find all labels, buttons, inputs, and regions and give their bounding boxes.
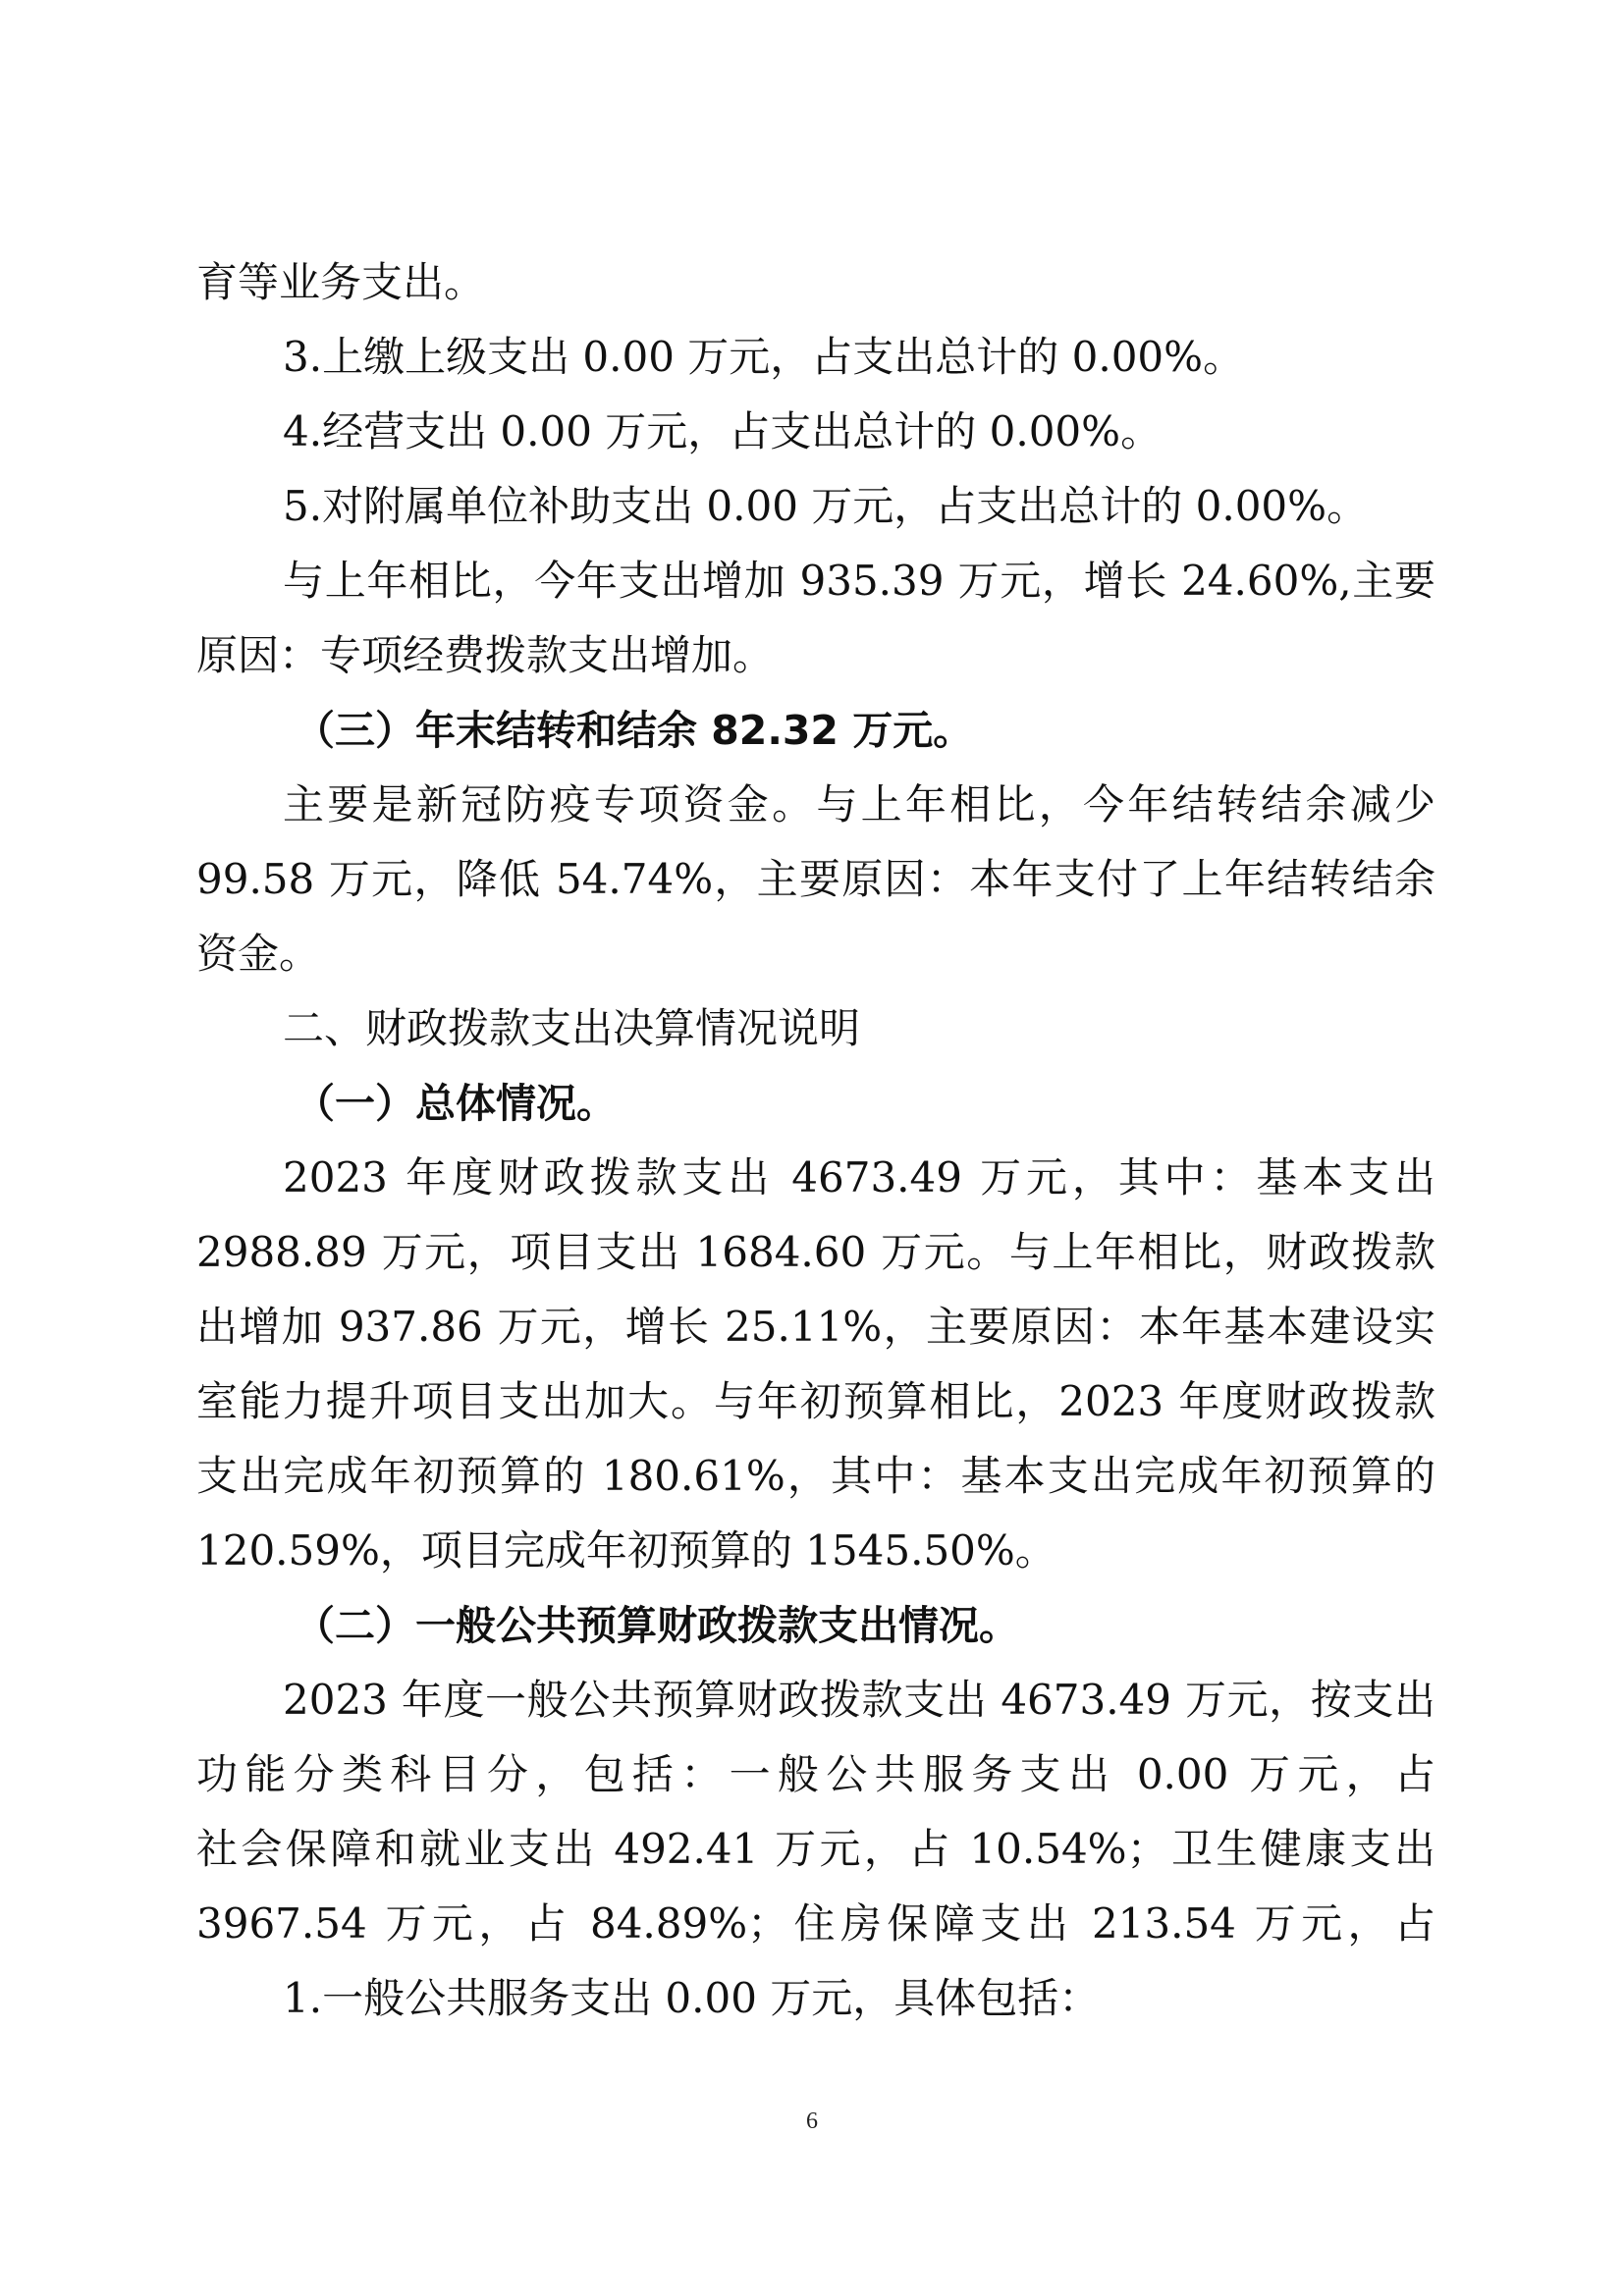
- list-item-5: 5.对附属单位补助支出 0.00 万元，占支出总计的 0.00%。: [283, 482, 1369, 530]
- paragraph-line: 资金。: [196, 930, 321, 978]
- paragraph-line: 出增加 937.86 万元，增长 25.11%，主要原因：本年基本建设实: [196, 1303, 1435, 1351]
- paragraph-line: 2023 年度财政拨款支出 4673.49 万元，其中：基本支出: [283, 1153, 1435, 1201]
- paragraph-line: 原因：专项经费拨款支出增加。: [196, 631, 775, 679]
- document-body: [196, 245, 1435, 2036]
- paragraph-line: 2988.89 万元，项目支出 1684.60 万元。与上年相比，财政拨款: [196, 1228, 1435, 1276]
- list-item-3: 3.上缴上级支出 0.00 万元，占支出总计的 0.00%。: [283, 333, 1245, 381]
- list-item-4: 4.经营支出 0.00 万元，占支出总计的 0.00%。: [283, 407, 1163, 455]
- paragraph-line: 支出完成年初预算的 180.61%，其中：基本支出完成年初预算的: [196, 1452, 1435, 1500]
- paragraph-line: 社会保障和就业支出 492.41 万元，占 10.54%；卫生健康支出: [196, 1825, 1435, 1873]
- section-heading-general-budget: （二）一般公共预算财政拨款支出情况。: [295, 1602, 1019, 1649]
- paragraph-line: 120.59%，项目完成年初预算的 1545.50%。: [196, 1526, 1056, 1575]
- paragraph-line: 育等业务支出。: [196, 258, 486, 306]
- page-number: 6: [806, 2109, 818, 2134]
- paragraph-line: 主要是新冠防疫专项资金。与上年相比，今年结转结余减少: [283, 780, 1435, 828]
- paragraph-line: 功能分类科目分，包括：一般公共服务支出 0.00 万元，占: [196, 1750, 1435, 1798]
- paragraph-line: 与上年相比，今年支出增加 935.39 万元，增长 24.60%,主要: [283, 557, 1435, 605]
- chapter-heading: 二、财政拨款支出决算情况说明: [283, 1004, 861, 1052]
- section-heading-overall: （一）总体情况。: [295, 1080, 617, 1127]
- paragraph-line: 室能力提升项目支出加大。与年初预算相比，2023 年度财政拨款: [196, 1377, 1435, 1425]
- section-heading-carryover: （三）年末结转和结余 82.32 万元。: [295, 707, 974, 754]
- paragraph-line: 2023 年度一般公共预算财政拨款支出 4673.49 万元，按支出: [283, 1676, 1435, 1724]
- list-item-1: 1.一般公共服务支出 0.00 万元，具体包括：: [283, 1974, 1101, 2022]
- paragraph-line: 99.58 万元，降低 54.74%，主要原因：本年支付了上年结转结余: [196, 855, 1435, 903]
- paragraph-line: 3967.54 万元，占 84.89%；住房保障支出 213.54 万元，占: [196, 1899, 1435, 1948]
